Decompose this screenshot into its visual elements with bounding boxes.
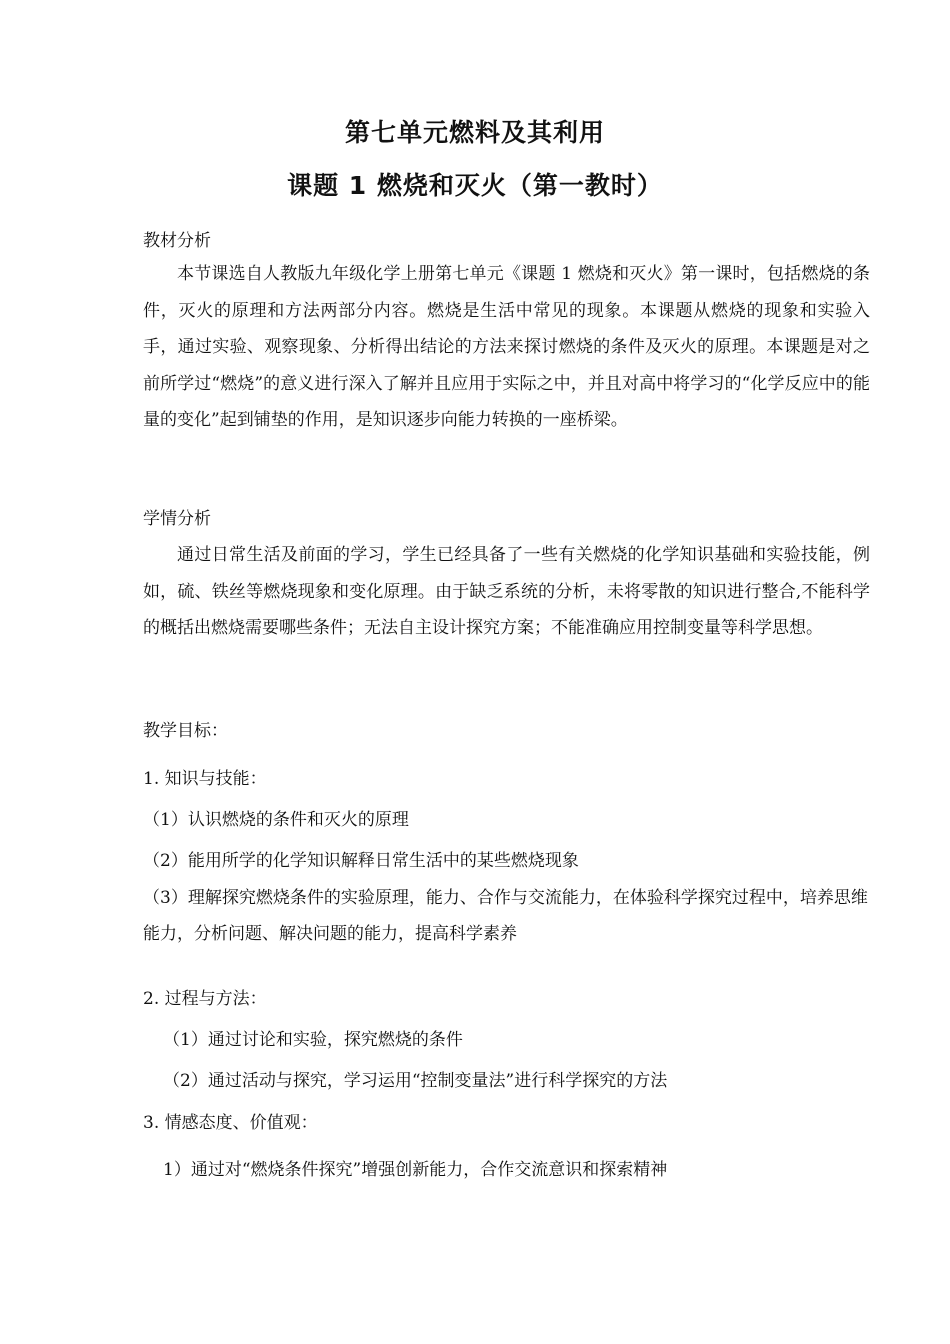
goal3-heading: 3. 情感态度、价值观： <box>143 1113 318 1133</box>
goal2-item: （1）通过讨论和实验，探究燃烧的条件 <box>163 1030 463 1050</box>
goal2-item: （2）通过活动与探究，学习运用“控制变量法”进行科学探究的方法 <box>163 1071 668 1091</box>
goal1-item: （1）认识燃烧的条件和灭火的原理 <box>143 810 409 830</box>
section-heading-goals: 教学目标： <box>143 721 228 741</box>
students-analysis-paragraph: 通过日常生活及前面的学习，学生已经具备了一些有关燃烧的化学知识基础和实验技能，例如，硫、铁丝等燃烧现象和变化原理。由于缺乏系统的分析，未将零散的知识进行整合,不能科学的概括出燃烧需要哪些条件；无法自主设计探究方案；不能准确应用控制变量等科学思想。 <box>143 545 870 638</box>
goal3-item: 1）通过对“燃烧条件探究”增强创新能力，合作交流意识和探索精神 <box>163 1160 668 1180</box>
document-title: 第七单元燃料及其利用 <box>344 118 605 147</box>
material-analysis-paragraph: 本节课选自人教版九年级化学上册第七单元《课题 1 燃烧和灭火》第一课时，包括燃烧的条件，灭火的原理和方法两部分内容。燃烧是生活中常见的现象。本课题从燃烧的现象和实验入手，通过实验、观察现象、分析得出结论的方法来探讨燃烧的条件及灭火的原理。本课题是对之前所学过“燃烧”的意义进行深入了解并且应用于实际之中，并且对高中将学习的“化学反应中的能量的变化”起到铺垫的作用，是知识逐步向能力转换的一座桥梁。 <box>143 264 870 430</box>
goal1-heading: 1. 知识与技能： <box>143 769 267 789</box>
goal1-item: （2）能用所学的化学知识解释日常生活中的某些燃烧现象 <box>143 851 579 871</box>
document-subtitle: 课题 1 燃烧和灭火（第一教时） <box>287 171 663 200</box>
goal1-item: （3）理解探究燃烧条件的实验原理，能力、合作与交流能力，在体验科学探究过程中，培养思维能力，分析问题、解决问题的能力，提高科学素养 <box>143 888 868 944</box>
goal2-heading: 2. 过程与方法： <box>143 989 267 1009</box>
section-heading-students: 学情分析 <box>143 509 211 529</box>
section-heading-material: 教材分析 <box>143 231 211 251</box>
